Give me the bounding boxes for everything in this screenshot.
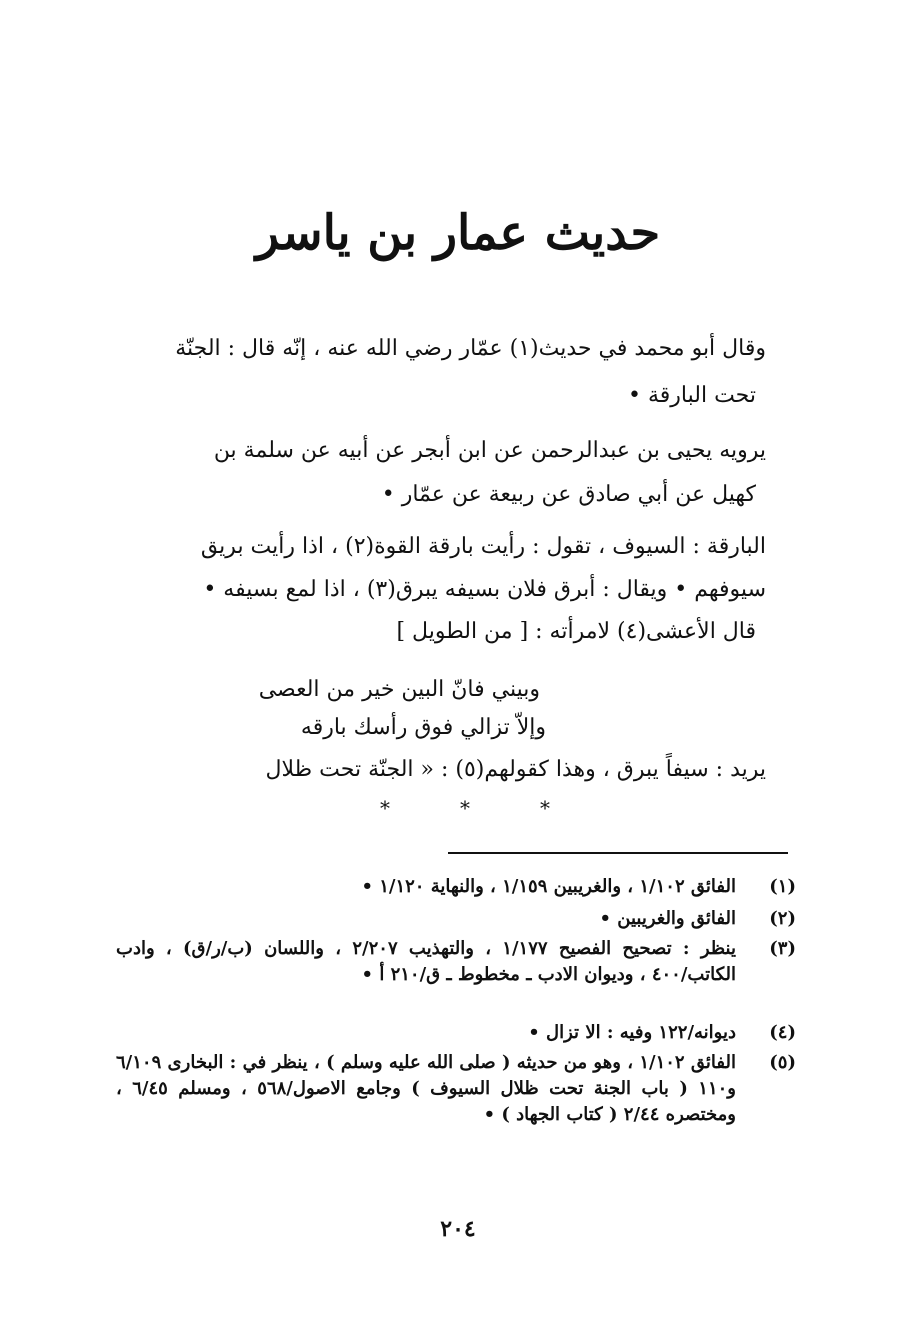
footnote bbox=[116, 874, 796, 900]
footnote bbox=[116, 906, 796, 932]
footnote-text: ديوانه/١٢٢ وفيه : الا تزال • bbox=[528, 1022, 736, 1043]
body-line: تحت البارقة • bbox=[628, 383, 756, 408]
footnote-text: الفائق ١/١٠٢ ، وهو من حديثه ( صلى الله عليه وسلم ) ، ينظر في : البخارى ٦/١٠٩ و١١٠ ( باب الجنة تحت ظلال السيوف ) وجامع الاصول/٥٦٨ ، ومسلم ٦/٤٥ ، ومختصره ٢/٤٤ ( كتاب الجهاد ) • bbox=[116, 1052, 736, 1125]
footnote-number: (٣) bbox=[769, 938, 796, 959]
footnote-text: الفائق ١/١٠٢ ، والغريبين ١/١٥٩ ، والنهاية ١/١٢٠ • bbox=[361, 876, 736, 897]
footnote-text: الفائق والغريبين • bbox=[599, 908, 736, 929]
verse-line: وبيني فانّ البين خير من العصى bbox=[258, 677, 540, 702]
star-ornament: * bbox=[540, 796, 550, 820]
footnote-number: (٢) bbox=[769, 908, 796, 929]
chapter-title: حديث عمار بن ياسر bbox=[255, 205, 661, 261]
body-line: قال الأعشى(٤) لامرأته : [ من الطويل ] bbox=[396, 619, 756, 644]
body-line: البارقة : السيوف ، تقول : رأيت بارقة القوة(٢) ، اذا رأيت بريق bbox=[200, 534, 766, 559]
footnote-number: (٥) bbox=[769, 1052, 796, 1073]
page-number: ٢٠٤ bbox=[440, 1216, 476, 1242]
footnote bbox=[116, 1050, 796, 1128]
verse-line: وإلاّ تزالي فوق رأسك بارقه bbox=[300, 715, 546, 740]
footnote-separator bbox=[448, 852, 788, 854]
footnote-number: (١) bbox=[769, 876, 796, 897]
body-line: سيوفهم • ويقال : أبرق فلان بسيفه يبرق(٣) ، اذا لمع بسيفه • bbox=[203, 577, 766, 602]
footnote-number: (٤) bbox=[769, 1022, 796, 1043]
footnote bbox=[116, 936, 796, 988]
body-line: وقال أبو محمد في حديث(١) عمّار رضي الله عنه ، إنّه قال : الجنّة bbox=[175, 336, 766, 361]
footnote-text: ينظر : تصحيح الفصيح ١/١٧٧ ، والتهذيب ٢/٢٠٧ ، واللسان (ب/ر/ق) ، وادب الكاتب/٤٠٠ ، وديوان الادب ـ مخطوط ـ ق/٢١٠ أ • bbox=[116, 938, 736, 985]
star-ornament: * bbox=[460, 796, 470, 820]
section-stars bbox=[380, 796, 550, 820]
star-ornament: * bbox=[380, 796, 390, 820]
body-line: كهيل عن أبي صادق عن ربيعة عن عمّار • bbox=[381, 482, 756, 507]
footnote bbox=[116, 1020, 796, 1046]
body-line: يرويه يحيى بن عبدالرحمن عن ابن أبجر عن أبيه عن سلمة بن bbox=[213, 438, 766, 463]
body-line: يريد : سيفاً يبرق ، وهذا كقولهم(٥) : « الجنّة تحت ظلال bbox=[265, 757, 766, 782]
